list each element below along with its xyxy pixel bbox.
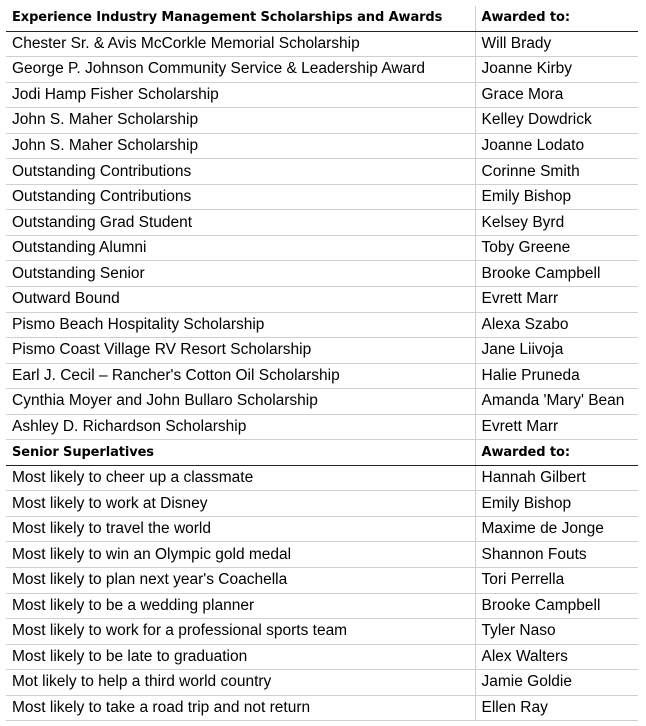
table-row <box>6 465 638 491</box>
awards-table <box>6 6 638 721</box>
table-row <box>6 82 638 108</box>
recipient-name: Ellen Ray <box>475 695 638 721</box>
table-row <box>6 57 638 83</box>
section-header-row <box>6 440 638 466</box>
award-name: Outstanding Contributions <box>6 184 475 210</box>
recipient-name: Maxime de Jonge <box>475 516 638 542</box>
table-row <box>6 210 638 236</box>
recipient-name: Kelley Dowdrick <box>475 108 638 134</box>
recipient-name: Kelsey Byrd <box>475 210 638 236</box>
recipient-name: Joanne Kirby <box>475 57 638 83</box>
recipient-name: Evrett Marr <box>475 287 638 313</box>
award-name: Most likely to be late to graduation <box>6 644 475 670</box>
award-name: Outstanding Contributions <box>6 159 475 185</box>
recipient-name: Emily Bishop <box>475 491 638 517</box>
table-row <box>6 235 638 261</box>
award-name: Most likely to be a wedding planner <box>6 593 475 619</box>
table-row <box>6 363 638 389</box>
recipient-name: Evrett Marr <box>475 414 638 440</box>
table-row <box>6 516 638 542</box>
table-row <box>6 414 638 440</box>
awards-table-body <box>6 6 638 721</box>
award-name: Most likely to plan next year's Coachella <box>6 568 475 594</box>
award-name: Mot likely to help a third world country <box>6 670 475 696</box>
section-header-row <box>6 6 638 31</box>
recipient-name: Joanne Lodato <box>475 133 638 159</box>
award-name: Most likely to work for a professional sports team <box>6 619 475 645</box>
award-name: Outward Bound <box>6 287 475 313</box>
table-row <box>6 593 638 619</box>
awarded-to-header: Awarded to: <box>475 440 638 466</box>
recipient-name: Halie Pruneda <box>475 363 638 389</box>
award-name: Most likely to work at Disney <box>6 491 475 517</box>
award-name: Most likely to win an Olympic gold medal <box>6 542 475 568</box>
recipient-name: Shannon Fouts <box>475 542 638 568</box>
table-row <box>6 312 638 338</box>
award-name: John S. Maher Scholarship <box>6 108 475 134</box>
section-title: Senior Superlatives <box>6 440 475 466</box>
table-row <box>6 184 638 210</box>
table-row <box>6 491 638 517</box>
table-row <box>6 159 638 185</box>
award-name: Chester Sr. & Avis McCorkle Memorial Scholarship <box>6 31 475 57</box>
recipient-name: Amanda 'Mary' Bean <box>475 389 638 415</box>
table-row <box>6 670 638 696</box>
section-title: Experience Industry Management Scholarships and Awards <box>6 6 475 31</box>
recipient-name: Jamie Goldie <box>475 670 638 696</box>
table-row <box>6 619 638 645</box>
award-name: Ashley D. Richardson Scholarship <box>6 414 475 440</box>
recipient-name: Tyler Naso <box>475 619 638 645</box>
award-name: Most likely to take a road trip and not return <box>6 695 475 721</box>
table-row <box>6 695 638 721</box>
award-name: Outstanding Senior <box>6 261 475 287</box>
recipient-name: Will Brady <box>475 31 638 57</box>
table-row <box>6 568 638 594</box>
recipient-name: Corinne Smith <box>475 159 638 185</box>
recipient-name: Hannah Gilbert <box>475 465 638 491</box>
award-name: Pismo Coast Village RV Resort Scholarship <box>6 338 475 364</box>
award-name: Outstanding Grad Student <box>6 210 475 236</box>
table-row <box>6 261 638 287</box>
table-row <box>6 338 638 364</box>
table-row <box>6 542 638 568</box>
award-name: Most likely to travel the world <box>6 516 475 542</box>
award-name: Jodi Hamp Fisher Scholarship <box>6 82 475 108</box>
recipient-name: Emily Bishop <box>475 184 638 210</box>
recipient-name: Alex Walters <box>475 644 638 670</box>
table-row <box>6 108 638 134</box>
recipient-name: Brooke Campbell <box>475 593 638 619</box>
table-row <box>6 389 638 415</box>
award-name: Cynthia Moyer and John Bullaro Scholarship <box>6 389 475 415</box>
table-row <box>6 133 638 159</box>
award-name: Pismo Beach Hospitality Scholarship <box>6 312 475 338</box>
recipient-name: Jane Liivoja <box>475 338 638 364</box>
recipient-name: Toby Greene <box>475 235 638 261</box>
awarded-to-header: Awarded to: <box>475 6 638 31</box>
recipient-name: Grace Mora <box>475 82 638 108</box>
table-row <box>6 644 638 670</box>
award-name: Earl J. Cecil – Rancher's Cotton Oil Scholarship <box>6 363 475 389</box>
recipient-name: Tori Perrella <box>475 568 638 594</box>
table-row <box>6 31 638 57</box>
award-name: John S. Maher Scholarship <box>6 133 475 159</box>
award-name: Most likely to cheer up a classmate <box>6 465 475 491</box>
table-row <box>6 287 638 313</box>
award-name: George P. Johnson Community Service & Leadership Award <box>6 57 475 83</box>
recipient-name: Alexa Szabo <box>475 312 638 338</box>
recipient-name: Brooke Campbell <box>475 261 638 287</box>
award-name: Outstanding Alumni <box>6 235 475 261</box>
